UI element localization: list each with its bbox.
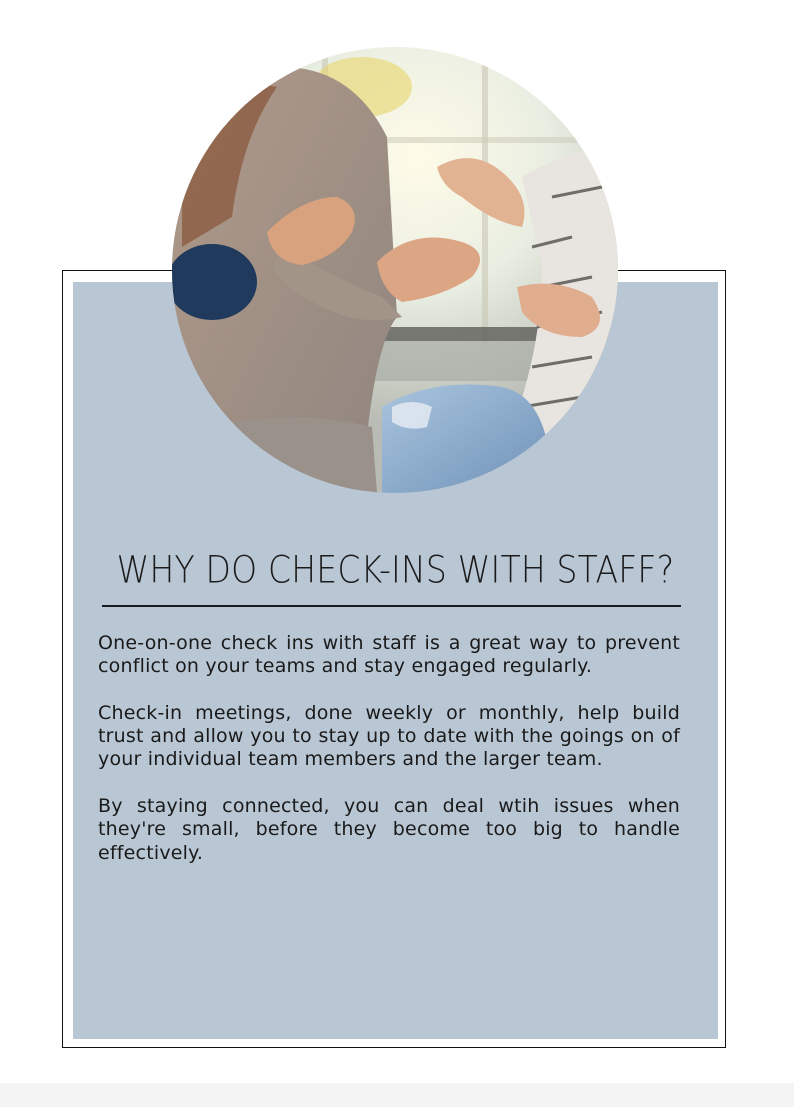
title-divider	[102, 605, 681, 607]
page-title: WHY DO CHECK-INS WITH STAFF?	[116, 548, 675, 592]
paragraph: By staying connected, you can deal wtih issues when they're small, before they become too big to handle effectively.	[98, 795, 680, 864]
page-bottom-strip	[0, 1083, 794, 1107]
paragraph: One-on-one check ins with staff is a great way to prevent conflict on your teams and stay engaged regularly.	[98, 632, 680, 678]
conversation-photo	[172, 47, 618, 493]
paragraph: Check-in meetings, done weekly or monthly, help build trust and allow you to stay up to date with the goings on of your individual team members and the larger team.	[98, 701, 680, 771]
body-text	[98, 632, 680, 888]
